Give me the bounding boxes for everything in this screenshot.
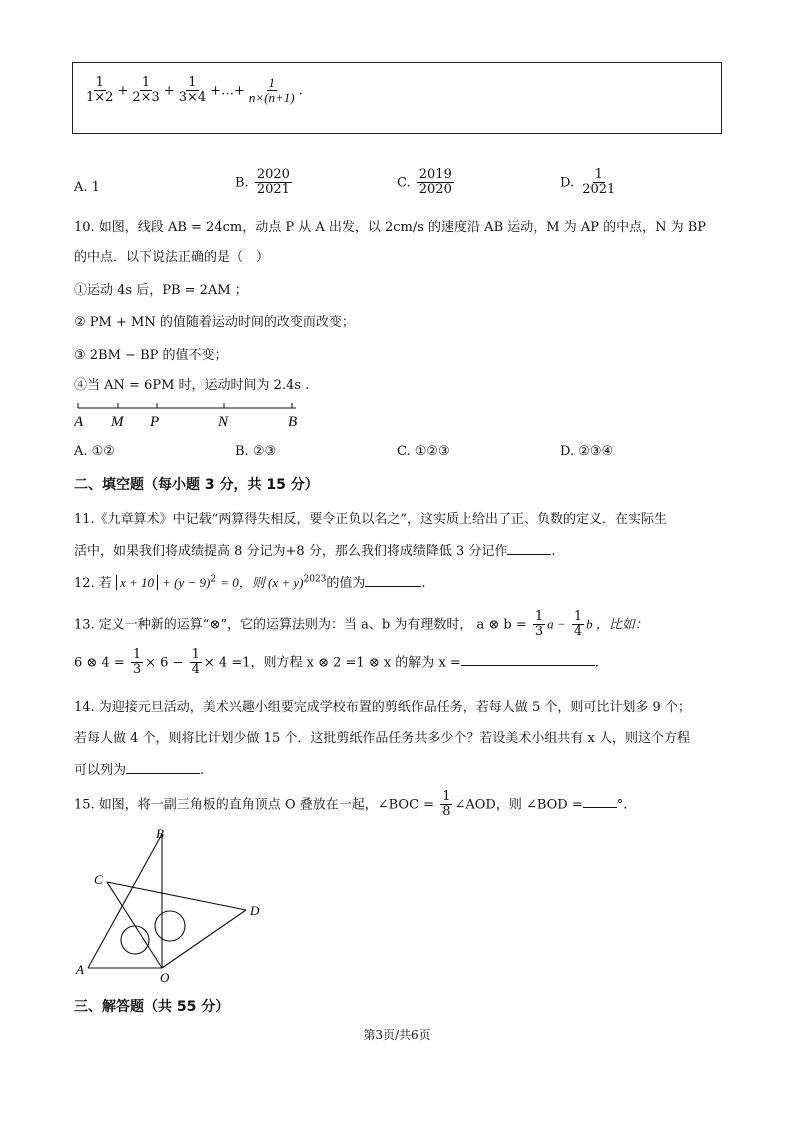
q12-answer-blank[interactable] (365, 574, 421, 587)
label-a: A (74, 414, 84, 430)
q9-option-a: A. 1 (74, 180, 100, 195)
label-p: P (150, 414, 160, 430)
triangle-figure (74, 826, 274, 986)
q9-option-b: B. $\frac{2020}{2021}$ (235, 167, 290, 198)
q15: 15. 如图，将一副三角板的直角顶点 O 叠放在一起，∠BOC = $\frac{1}{8}$ ∠AOD，则 ∠BOD = °. (74, 789, 628, 820)
vertex-c: C (94, 872, 103, 887)
label-m: M (111, 414, 124, 430)
vertex-d: D (250, 903, 260, 918)
section-3-heading: 三、解答题（共 55 分） (74, 999, 230, 1015)
edge-ab (88, 834, 162, 968)
vertex-a: A (76, 962, 84, 977)
q11-line1: 11.《九章算术》中记载“两算得失相反，要令正负以名之”，这实质上给出了正、负数的定义．在实际生 (74, 512, 667, 527)
q10-line1: 10. 如图，线段 AB = 24cm，动点 P 从 A 出发，以 2cm/s 的速度沿 AB 运动，M 为 AP 的中点，N 为 BP (74, 220, 707, 235)
abs-value: x + 10 (116, 575, 158, 590)
q11-line2: 活中，如果我们将成绩提高 8 分记为+8 分，那么我们将成绩降低 3 分记作 . (74, 544, 556, 559)
segment-figure (74, 398, 314, 434)
q10-statement-1: ①运动 4s 后，PB = 2AM ； (74, 283, 248, 298)
q10-option-b: B. ②③ (235, 444, 277, 459)
label-b: B (288, 414, 298, 430)
circle-left (121, 926, 149, 954)
q11-answer-blank[interactable] (507, 542, 551, 555)
q14-line3: 可以列为 . (74, 763, 205, 778)
vertex-b: B (156, 826, 164, 841)
q14-answer-blank[interactable] (126, 761, 200, 774)
q15-answer-blank[interactable] (583, 795, 617, 808)
edge-do (162, 910, 246, 968)
q13-line1: 13. 定义一种新的运算“⊗”，它的运算法则为：当 a、b 为有理数时， a ⊗ b = $\frac{1}{3}$ a − $\frac{1}{4}$ b ，比如： (74, 609, 648, 640)
q10-statement-4: ④当 AN = 6PM 时，运动时间为 2.4s . (74, 378, 310, 393)
q14-line2: 若每人做 4 个，则将比计划少做 15 个．这批剪纸作品任务共多少个？若设美术小组共有 x 人，则这个方程 (74, 731, 690, 746)
section-2-heading: 二、填空题（每小题 3 分，共 15 分） (74, 477, 319, 493)
edge-co (107, 882, 162, 968)
q10-option-c: C. ①②③ (397, 444, 450, 459)
q9-option-d: D. $\frac{1}{2021}$ (560, 167, 616, 198)
q10-line2: 的中点．以下说法正确的是（ ） (74, 250, 270, 265)
frac-term-n: $\frac{1}{n\times(n+1)}$ (248, 75, 295, 106)
q10-statement-2: ② PM + MN 的值随着运动时间的改变而改变； (74, 315, 355, 330)
q10-statement-3: ③ 2BM − BP 的值不变； (74, 348, 228, 363)
q12: 12. 若 $x + 10 + (y - 9)^2 = 0$，则 $(x + y)^{2023}$的值为 . (74, 574, 426, 591)
frac-term-1: $\frac{1}{1\times 2}$ (86, 75, 114, 106)
frac-term-2: $\frac{1}{2\times 3}$ (132, 75, 160, 106)
circle-right (155, 911, 185, 941)
q13-line2: 6 ⊗ 4 = $\frac{1}{3}$ × 6 − $\frac{1}{4}$ × 4 =1，则方程 x ⊗ 2 =1 ⊗ x 的解为 x = . (74, 647, 599, 678)
q14-line1: 14. 为迎接元旦活动，美术兴趣小组要完成学校布置的剪纸作品任务，若每人做 5 个，则可比计划多 9 个； (74, 700, 691, 715)
label-n: N (218, 414, 229, 430)
q10-option-d: D. ②③④ (560, 444, 614, 459)
page-footer: 第3页/共6页 (363, 1028, 431, 1042)
box-formula: $\frac{1}{1\times 2}$ + $\frac{1}{2\times 3}$ + $\frac{1}{3\times 4}$ +…+ $\frac{1}{n\times(n+1)}$ . (86, 75, 303, 106)
q9-option-c: C. $\frac{2019}{2020}$ (397, 167, 452, 198)
frac-term-3: $\frac{1}{3\times 4}$ (178, 75, 207, 106)
q13-answer-blank[interactable] (461, 653, 595, 666)
q10-option-a: A. ①② (74, 444, 115, 459)
vertex-o: O (160, 970, 170, 985)
